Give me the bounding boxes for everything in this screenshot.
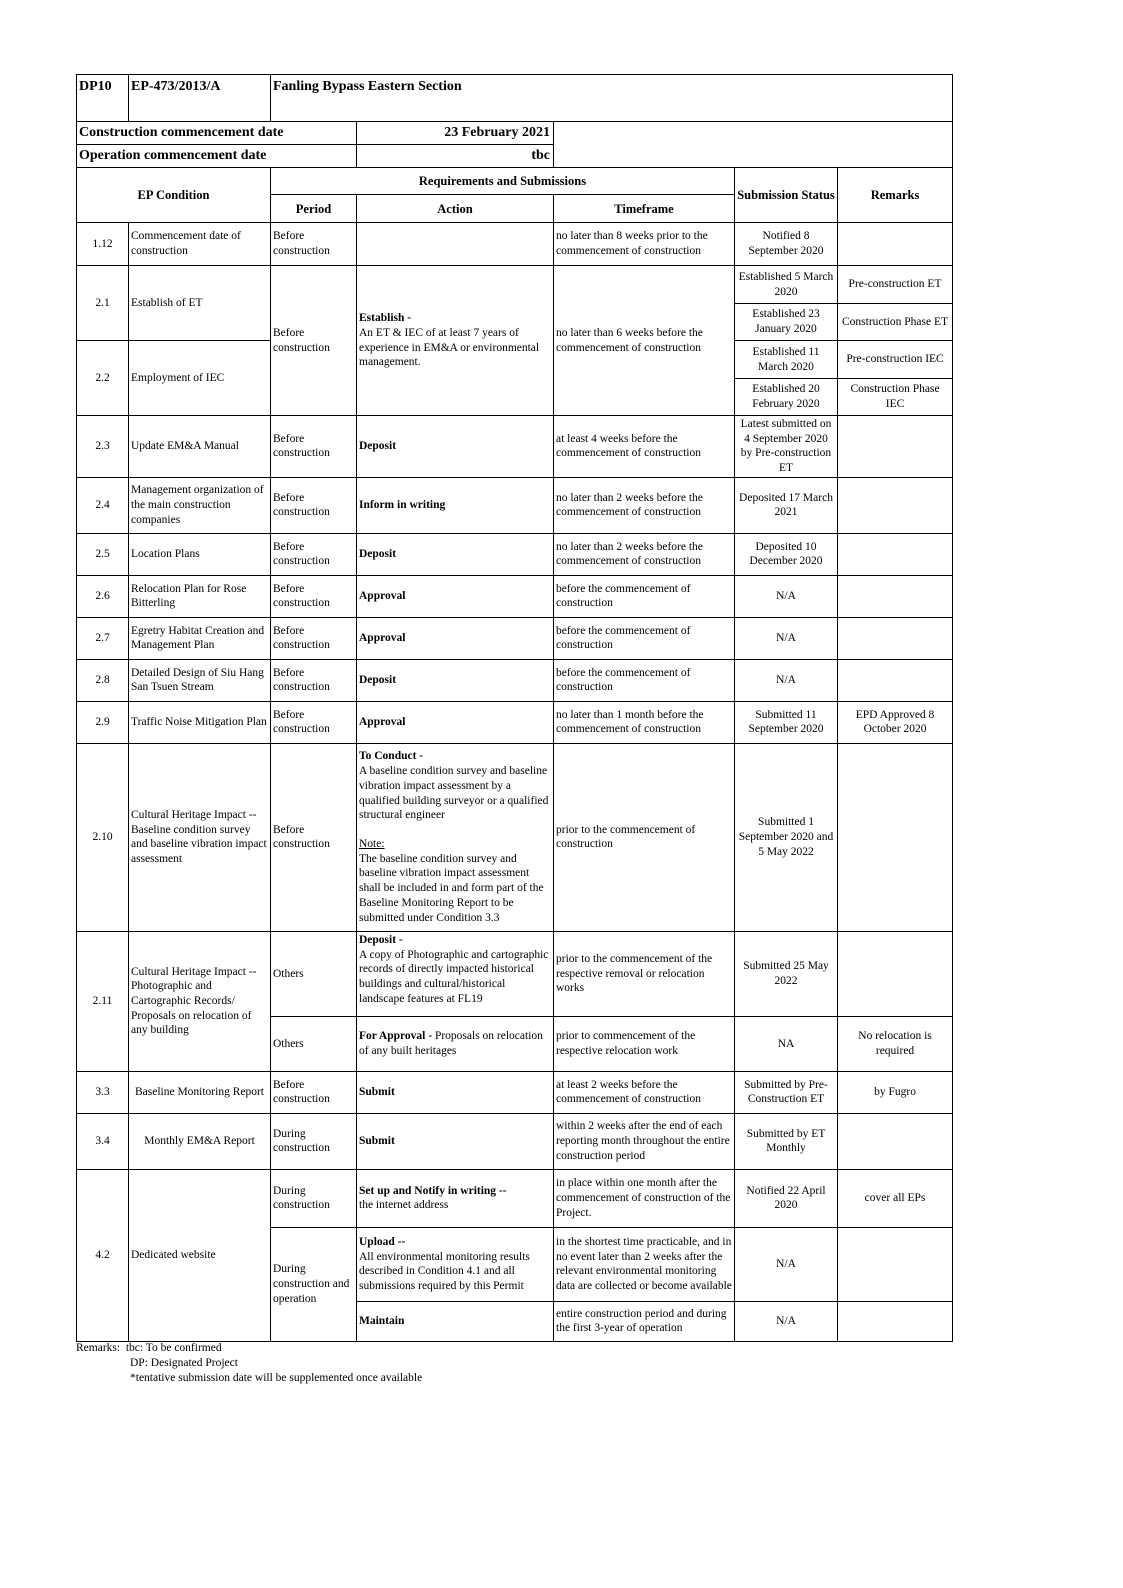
remark: [838, 617, 953, 659]
period: Before construction: [271, 701, 357, 743]
action: [357, 931, 554, 1016]
cond-no: 2.1: [77, 266, 129, 341]
remark: by Fugro: [838, 1071, 953, 1113]
table-row: [77, 266, 953, 304]
cond-text: Traffic Noise Mitigation Plan: [129, 701, 271, 743]
cond-text: Relocation Plan for Rose Bitterling: [129, 575, 271, 617]
col-remarks: Remarks: [838, 168, 953, 223]
period: During construction and operation: [271, 1227, 357, 1341]
remarks-line: *tentative submission date will be supplemented once available: [130, 1372, 423, 1384]
action-verb: Establish -: [359, 312, 412, 325]
period: Before construction: [271, 266, 357, 416]
action-verb: Deposit -: [359, 933, 403, 946]
cond-no: 4.2: [77, 1169, 129, 1341]
col-status: Submission Status: [735, 168, 838, 223]
status: Submitted by Pre-Construction ET: [735, 1071, 838, 1113]
action: Submit: [357, 1071, 554, 1113]
note-label: Note:: [359, 838, 385, 851]
cond-text: Location Plans: [129, 533, 271, 575]
remark: [838, 575, 953, 617]
cond-no: 2.8: [77, 659, 129, 701]
footer-remarks: [76, 1341, 422, 1386]
action: [357, 1016, 554, 1071]
action-detail: A baseline condition survey and baseline vibration impact assessment by a qualified building surveyor or a qualified structural engineer: [359, 765, 549, 822]
status: N/A: [735, 617, 838, 659]
period: Others: [271, 1016, 357, 1071]
status: Submitted 11 September 2020: [735, 701, 838, 743]
cond-text: Management organization of the main construction companies: [129, 477, 271, 533]
dp-code: DP10: [77, 75, 129, 122]
status: N/A: [735, 659, 838, 701]
remark: [838, 743, 953, 931]
status: Established 11 March 2020: [735, 341, 838, 379]
period: Others: [271, 931, 357, 1016]
table-row: [77, 1169, 953, 1227]
remark: Pre-construction ET: [838, 266, 953, 304]
period: During construction: [271, 1113, 357, 1169]
cond-text: Establish of ET: [129, 266, 271, 341]
status: Deposited 17 March 2021: [735, 477, 838, 533]
cond-no: 2.3: [77, 416, 129, 478]
remarks-line: DP: Designated Project: [130, 1357, 238, 1369]
cond-no: 2.11: [77, 931, 129, 1071]
timeframe: before the commencement of construction: [554, 575, 735, 617]
table-row: [77, 1113, 953, 1169]
cond-text: Update EM&A Manual: [129, 416, 271, 478]
action: [357, 223, 554, 266]
timeframe: prior to the commencement of construction: [554, 743, 735, 931]
action: [357, 1169, 554, 1227]
remark: Construction Phase ET: [838, 304, 953, 341]
cond-no: 2.6: [77, 575, 129, 617]
cond-text: Employment of IEC: [129, 341, 271, 416]
remark: [838, 1113, 953, 1169]
table-row: [77, 223, 953, 266]
timeframe: no later than 1 month before the commencement of construction: [554, 701, 735, 743]
cond-text: Egretry Habitat Creation and Management Plan: [129, 617, 271, 659]
remark: EPD Approved 8 October 2020: [838, 701, 953, 743]
status: N/A: [735, 575, 838, 617]
cond-no: 2.5: [77, 533, 129, 575]
action: Deposit: [357, 533, 554, 575]
table-row: [77, 533, 953, 575]
remark: [838, 416, 953, 478]
status: Established 23 January 2020: [735, 304, 838, 341]
operation-date: tbc: [357, 145, 554, 168]
status: Submitted by ET Monthly: [735, 1113, 838, 1169]
action-detail: All environmental monitoring results described in Condition 4.1 and all submissions required by this Permit: [359, 1250, 530, 1293]
action-verb: Upload --: [359, 1235, 406, 1248]
remarks-line: tbc: To be confirmed: [125, 1342, 222, 1354]
table-row: [77, 617, 953, 659]
status: Submitted 1 September 2020 and 5 May 2022: [735, 743, 838, 931]
action: Deposit: [357, 659, 554, 701]
period: Before construction: [271, 416, 357, 478]
action: Maintain: [357, 1301, 554, 1341]
timeframe: prior to the commencement of the respective removal or relocation works: [554, 931, 735, 1016]
col-action: Action: [357, 195, 554, 223]
status: Deposited 10 December 2020: [735, 533, 838, 575]
period: Before construction: [271, 575, 357, 617]
cond-no: 2.9: [77, 701, 129, 743]
period: Before construction: [271, 743, 357, 931]
action-detail: the internet address: [359, 1199, 449, 1212]
action: [357, 266, 554, 416]
cond-text: Commencement date of construction: [129, 223, 271, 266]
action: Approval: [357, 575, 554, 617]
cond-no: 2.2: [77, 341, 129, 416]
table-row: [77, 1071, 953, 1113]
table-row: [77, 477, 953, 533]
status: N/A: [735, 1301, 838, 1341]
status: Established 20 February 2020: [735, 379, 838, 416]
status: NA: [735, 1016, 838, 1071]
status: Notified 8 September 2020: [735, 223, 838, 266]
status: Established 5 March 2020: [735, 266, 838, 304]
remark: [838, 223, 953, 266]
cond-text: Cultural Heritage Impact -- Baseline condition survey and baseline vibration impact assessment: [129, 743, 271, 931]
remark: No relocation is required: [838, 1016, 953, 1071]
project-name: Fanling Bypass Eastern Section: [271, 75, 953, 122]
action: Inform in writing: [357, 477, 554, 533]
action-verb: For Approval -: [359, 1030, 433, 1043]
table-row: [77, 743, 953, 931]
timeframe: at least 4 weeks before the commencement of construction: [554, 416, 735, 478]
col-ep-condition: EP Condition: [77, 168, 271, 223]
period: Before construction: [271, 477, 357, 533]
timeframe: no later than 2 weeks before the commencement of construction: [554, 477, 735, 533]
remark: cover all EPs: [838, 1169, 953, 1227]
timeframe: no later than 6 weeks before the commencement of construction: [554, 266, 735, 416]
action: Approval: [357, 617, 554, 659]
table-row: [77, 931, 953, 1016]
remark: [838, 477, 953, 533]
timeframe: no later than 8 weeks prior to the commencement of construction: [554, 223, 735, 266]
timeframe: before the commencement of construction: [554, 617, 735, 659]
status: Submitted 25 May 2022: [735, 931, 838, 1016]
col-period: Period: [271, 195, 357, 223]
timeframe: in place within one month after the commencement of construction of the Project.: [554, 1169, 735, 1227]
remark: Pre-construction IEC: [838, 341, 953, 379]
action: Deposit: [357, 416, 554, 478]
cond-no: 3.4: [77, 1113, 129, 1169]
remark: [838, 1227, 953, 1301]
action-detail: Proposals on relocation of any built heritages: [359, 1030, 543, 1057]
action-verb: Set up and Notify in writing --: [359, 1184, 507, 1197]
action-detail: A copy of Photographic and cartographic records of directly impacted historical buildings and cultural/historical landscape features at FL19: [359, 948, 549, 1005]
remark: Construction Phase IEC: [838, 379, 953, 416]
ep-table: [76, 74, 953, 1342]
status: N/A: [735, 1227, 838, 1301]
cond-no: 2.10: [77, 743, 129, 931]
operation-date-label: Operation commencement date: [77, 145, 357, 168]
timeframe: prior to commencement of the respective relocation work: [554, 1016, 735, 1071]
cond-text: Monthly EM&A Report: [129, 1113, 271, 1169]
table-row: [77, 416, 953, 478]
action: Submit: [357, 1113, 554, 1169]
cond-text: Dedicated website: [129, 1169, 271, 1341]
cond-no: 2.7: [77, 617, 129, 659]
period: Before construction: [271, 617, 357, 659]
table-row: [77, 659, 953, 701]
period: Before construction: [271, 659, 357, 701]
timeframe: at least 2 weeks before the commencement of construction: [554, 1071, 735, 1113]
col-timeframe: Timeframe: [554, 195, 735, 223]
timeframe: in the shortest time practicable, and in no event later than 2 weeks after the relevant environmental monitoring data are collected or become available: [554, 1227, 735, 1301]
timeframe: before the commencement of construction: [554, 659, 735, 701]
action: [357, 743, 554, 931]
remark: [838, 931, 953, 1016]
cond-text: Detailed Design of Siu Hang San Tsuen Stream: [129, 659, 271, 701]
cond-no: 3.3: [77, 1071, 129, 1113]
cond-text: Cultural Heritage Impact -- Photographic and Cartographic Records/ Proposals on relocation of any building: [129, 931, 271, 1071]
table-row: [77, 575, 953, 617]
col-requirements: Requirements and Submissions: [271, 168, 735, 195]
timeframe: entire construction period and during the first 3-year of operation: [554, 1301, 735, 1341]
action: Approval: [357, 701, 554, 743]
cond-no: 2.4: [77, 477, 129, 533]
action: [357, 1227, 554, 1301]
status: Notified 22 April 2020: [735, 1169, 838, 1227]
remark: [838, 1301, 953, 1341]
timeframe: within 2 weeks after the end of each reporting month throughout the entire construction period: [554, 1113, 735, 1169]
period: Before construction: [271, 223, 357, 266]
remark: [838, 533, 953, 575]
status: Latest submitted on 4 September 2020 by Pre-construction ET: [735, 416, 838, 478]
cond-text: Baseline Monitoring Report: [129, 1071, 271, 1113]
action-verb: To Conduct -: [359, 750, 424, 763]
remarks-label: Remarks:: [76, 1342, 121, 1354]
construction-date-label: Construction commencement date: [77, 122, 357, 145]
table-row: [77, 701, 953, 743]
ep-number: EP-473/2013/A: [129, 75, 271, 122]
period: During construction: [271, 1169, 357, 1227]
period: Before construction: [271, 1071, 357, 1113]
remark: [838, 659, 953, 701]
timeframe: no later than 2 weeks before the commencement of construction: [554, 533, 735, 575]
period: Before construction: [271, 533, 357, 575]
action-detail: An ET & IEC of at least 7 years of experience in EM&A or environmental management.: [359, 326, 540, 369]
note-text: The baseline condition survey and baseline vibration impact assessment shall be included in and form part of the Baseline Monitoring Report to be submitted under Condition 3.3: [359, 852, 544, 924]
construction-date: 23 February 2021: [357, 122, 554, 145]
cond-no: 1.12: [77, 223, 129, 266]
